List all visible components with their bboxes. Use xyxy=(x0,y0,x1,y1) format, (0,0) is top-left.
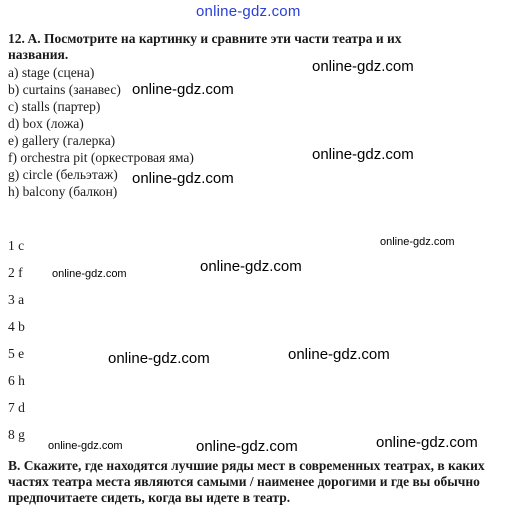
answer-2: 2 f xyxy=(8,265,23,280)
watermark: online-gdz.com xyxy=(380,236,455,248)
watermark: online-gdz.com xyxy=(196,438,298,455)
watermark-top: online-gdz.com xyxy=(196,3,301,20)
answer-6: 6 h xyxy=(8,373,25,388)
watermark: online-gdz.com xyxy=(312,146,414,163)
watermark: online-gdz.com xyxy=(132,81,234,98)
answer-3: 3 a xyxy=(8,292,25,307)
answer-8: 8 g xyxy=(8,427,25,442)
watermark: online-gdz.com xyxy=(288,346,390,363)
watermark: online-gdz.com xyxy=(132,170,234,187)
watermark: online-gdz.com xyxy=(52,268,127,280)
watermark: online-gdz.com xyxy=(200,258,302,275)
part-b-text: B. Скажите, где находятся лучшие ряды мест в современных театрах, в каких частях театра места являются самыми / наименее дорогими и где вы обычно предпочитаете сидеть, когда вы идете в театр. xyxy=(8,458,485,505)
watermark: online-gdz.com xyxy=(312,58,414,75)
answer-1: 1 c xyxy=(8,238,25,253)
watermark: online-gdz.com xyxy=(48,440,123,452)
vocab-item-f: f) orchestra pit (оркестровая яма) xyxy=(8,150,194,165)
watermark: online-gdz.com xyxy=(376,434,478,451)
vocab-item-e: e) gallery (галерка) xyxy=(8,133,116,148)
vocab-item-g: g) circle (бельэтаж) xyxy=(8,167,118,182)
vocab-item-a: a) stage (сцена) xyxy=(8,65,95,80)
vocab-item-b: b) curtains (занавес) xyxy=(8,82,121,97)
answer-7: 7 d xyxy=(8,400,25,415)
vocab-item-d: d) box (ложа) xyxy=(8,116,84,131)
exercise-title: 12. A. Посмотрите на картинку и сравните эти части театра и их названия. xyxy=(8,31,402,62)
answer-5: 5 e xyxy=(8,346,25,361)
vocab-item-c: c) stalls (партер) xyxy=(8,99,101,114)
vocab-item-h: h) balcony (балкон) xyxy=(8,184,118,199)
watermark: online-gdz.com xyxy=(108,350,210,367)
answer-4: 4 b xyxy=(8,319,25,334)
